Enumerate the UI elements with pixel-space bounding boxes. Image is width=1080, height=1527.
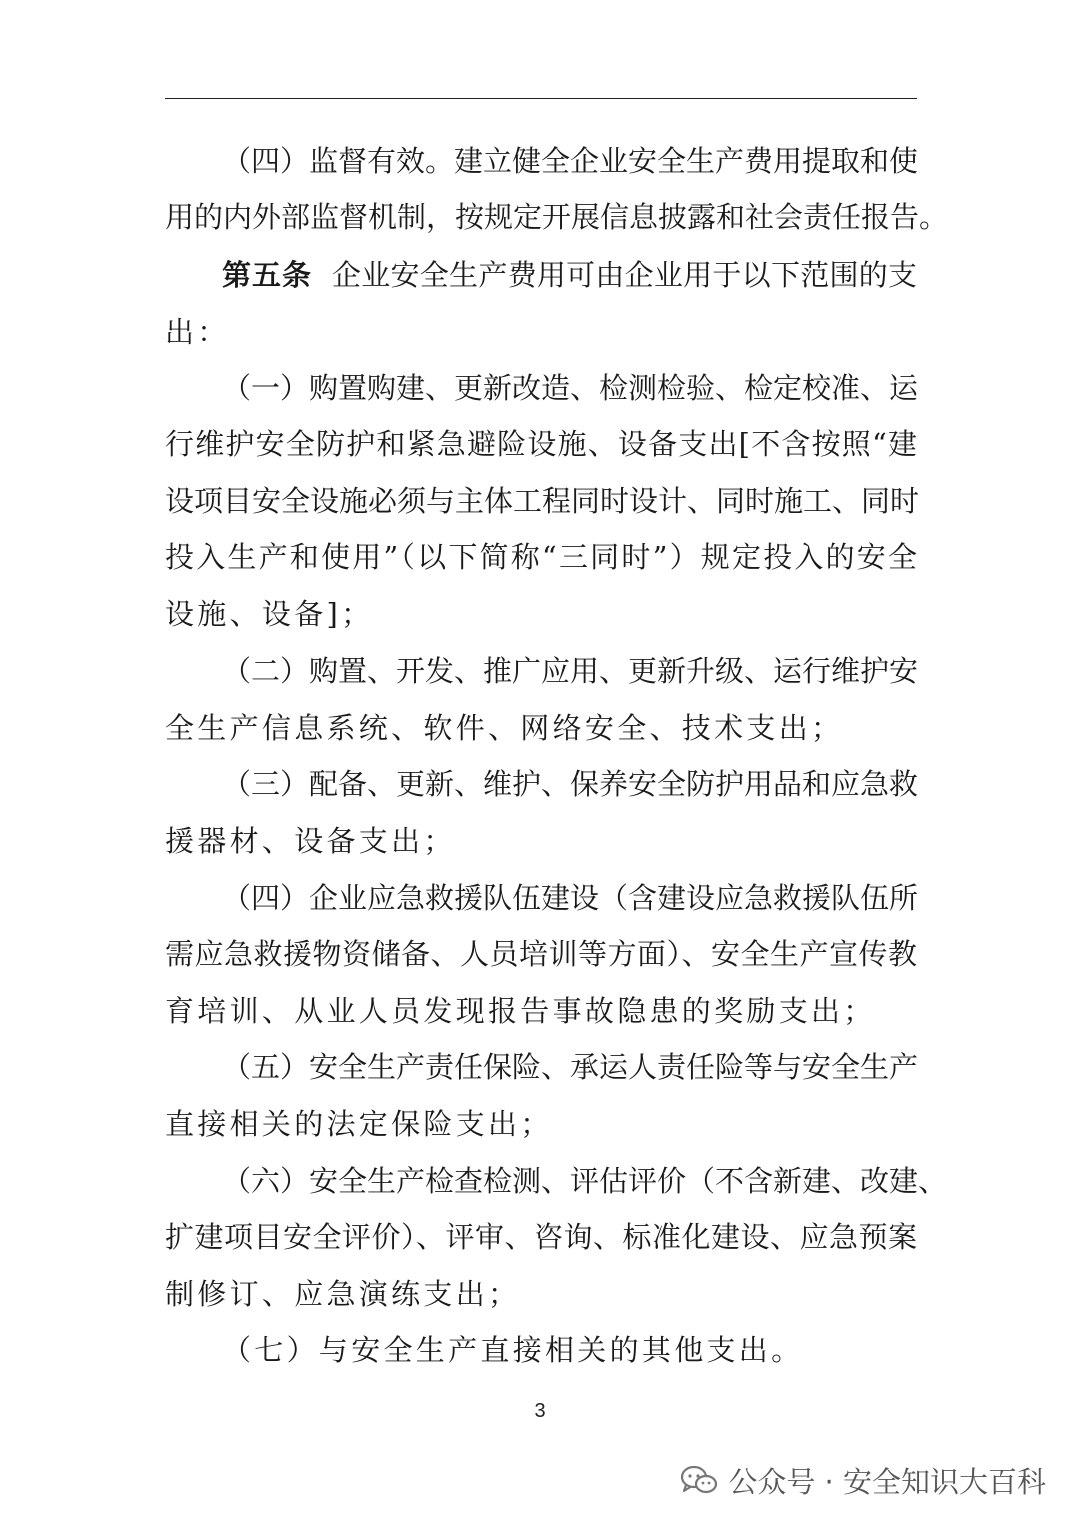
paragraph-line: 出： <box>165 315 230 349</box>
paragraph-line: 行维护安全防护和紧急避险设施、设备支出[不含按照“建 <box>165 427 917 461</box>
paragraph-line: 用的内外部监督机制，按规定开展信息披露和社会责任报告。 <box>165 200 949 234</box>
paragraph-line: （七）与安全生产直接相关的其他支出。 <box>222 1333 804 1367</box>
paragraph-line: （四）监督有效。建立健全企业安全生产费用提取和使 <box>222 144 919 178</box>
paragraph-line: 制修订、应急演练支出； <box>165 1277 521 1311</box>
page-number: 3 <box>534 1400 546 1422</box>
paragraph-line: 需应急救援物资储备、人员培训等方面）、安全生产宣传教 <box>165 937 917 971</box>
article-label: 第五条 <box>222 258 313 292</box>
paragraph-line: 直接相关的法定保险支出； <box>165 1107 553 1141</box>
article-text: 企业安全生产费用可由企业用于以下范围的支 <box>332 258 917 292</box>
paragraph-line: 扩建项目安全评价）、评审、咨询、标准化建设、应急预案 <box>165 1220 917 1254</box>
paragraph-line: （六）安全生产检查检测、评估评价（不含新建、改建、 <box>222 1164 948 1198</box>
paragraph-line: （一）购置购建、更新改造、检测检验、检定校准、运 <box>222 371 919 405</box>
watermark <box>680 1460 1046 1500</box>
paragraph-line: （四）企业应急救援队伍建设（含建设应急救援队伍所 <box>222 881 919 915</box>
article-heading-line <box>222 255 917 295</box>
paragraph-line: 设施、设备]； <box>165 597 374 631</box>
paragraph-line: 设项目安全设施必须与主体工程同时设计、同时施工、同时 <box>165 484 920 518</box>
paragraph-line: 援器材、设备支出； <box>165 824 456 858</box>
watermark-text: 公众号 · 安全知识大百科 <box>728 1464 1046 1499</box>
paragraph-line: （五）安全生产责任保险、承运人责任险等与安全生产 <box>222 1050 919 1084</box>
paragraph-line: 育培训、从业人员发现报告事故隐患的奖励支出； <box>165 994 876 1028</box>
header-rule <box>165 98 917 99</box>
paragraph-line: 全生产信息系统、软件、网络安全、技术支出； <box>165 711 844 745</box>
paragraph-line: （三）配备、更新、维护、保养安全防护用品和应急救 <box>222 767 919 801</box>
paragraph-line: （二）购置、开发、推广应用、更新升级、运行维护安 <box>222 654 919 688</box>
wechat-icon <box>680 1465 718 1495</box>
paragraph-line: 投入生产和使用”（以下简称“三同时”）规定投入的安全 <box>165 540 917 574</box>
